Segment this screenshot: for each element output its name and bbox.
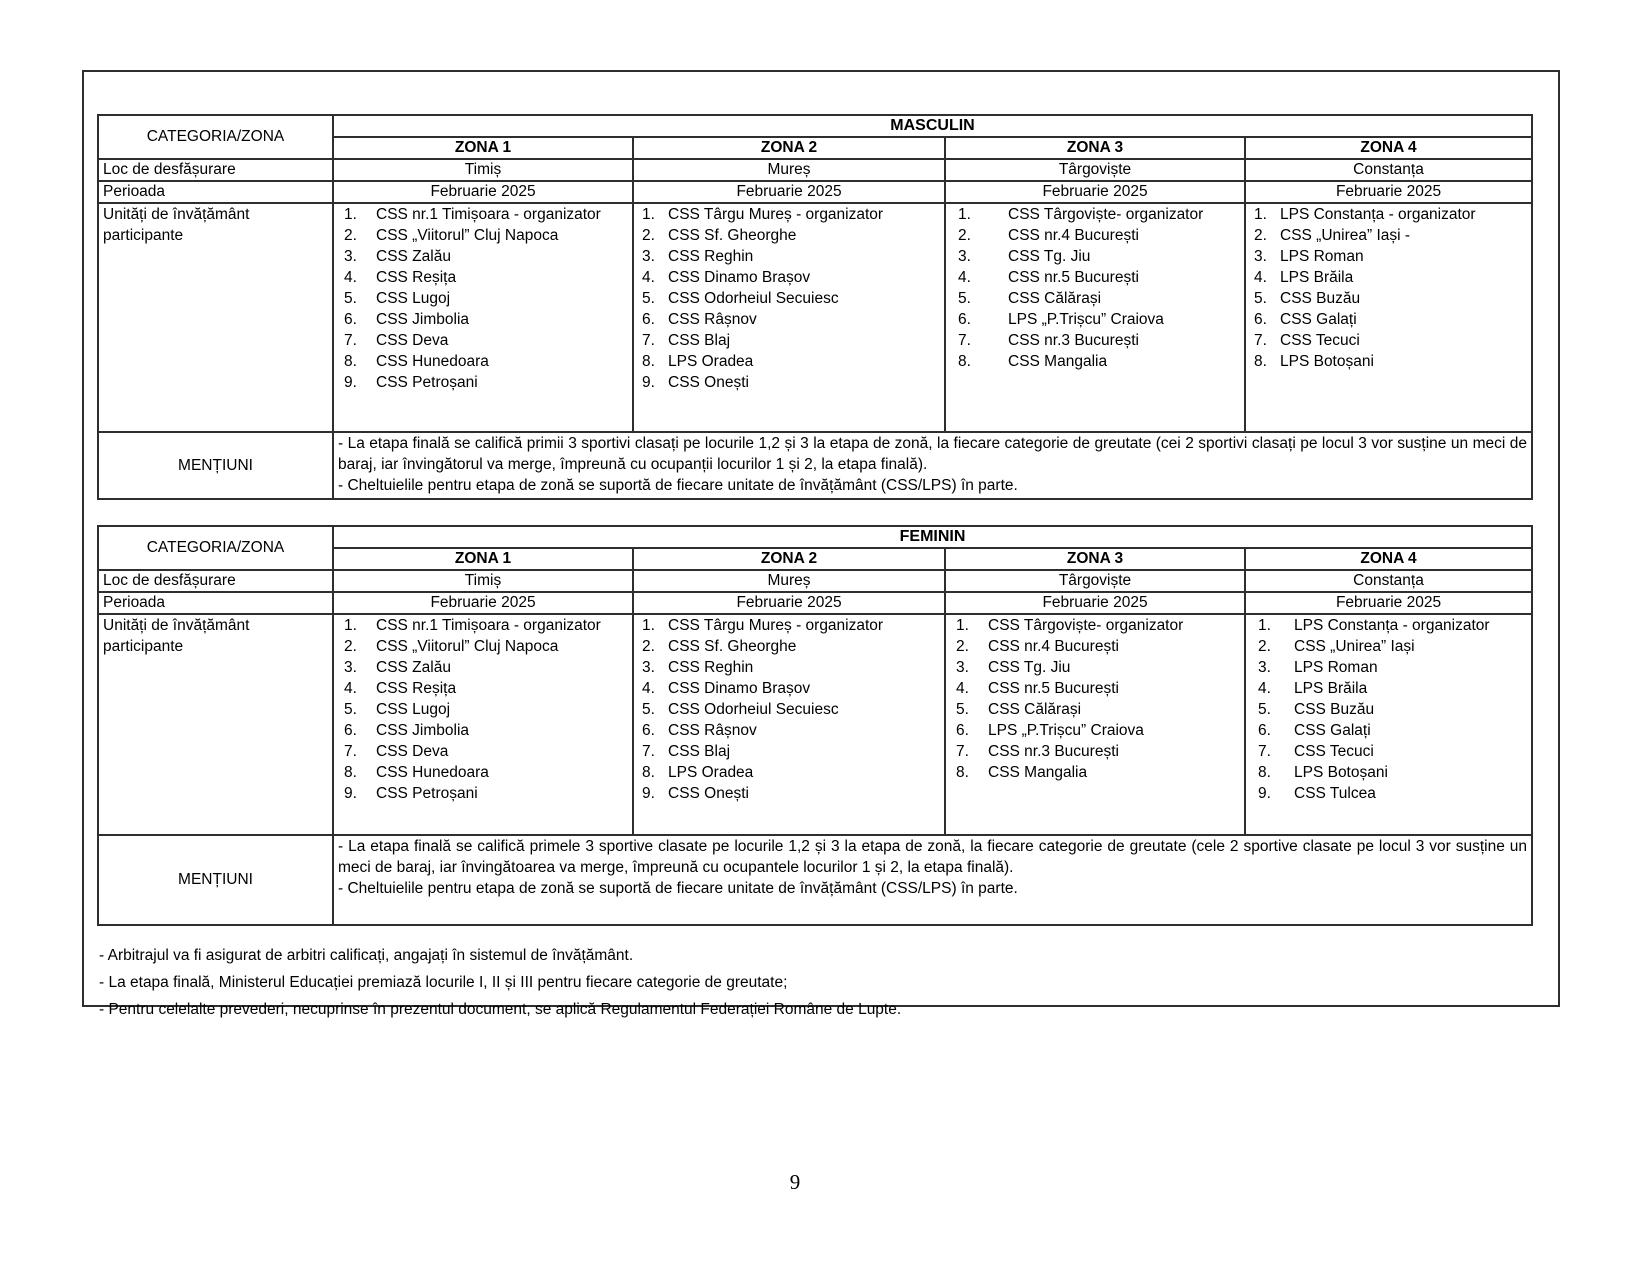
school-item: CSS Odorheiul Secuiesc: [668, 290, 839, 307]
school-item: CSS Odorheiul Secuiesc: [668, 701, 839, 718]
school-item: CSS Jimbolia: [376, 311, 470, 328]
school-item: LPS Botoșani: [1280, 353, 1374, 370]
school-item: CSS nr.3 București: [988, 743, 1119, 760]
school-item: CSS nr.5 București: [988, 680, 1119, 697]
school-item: CSS Târgoviște- organizator: [988, 617, 1184, 634]
mention-paragraph: - La etapa finală se califică primele 3 sportive clasate pe locurile 1,2 și 3 la etapa de zonă, la fiecare categorie de greutate (cele 2 sportive clasate pe locul 3 vor susține un meci de baraj, iar învingătoarea va merge, împreună cu ocupantele locurilor 1 și 2, la etapa finală).: [338, 838, 1528, 876]
school-item: LPS Roman: [1294, 659, 1378, 676]
school-item: LPS Oradea: [668, 764, 754, 781]
school-item: LPS „P.Trișcu” Craiova: [1008, 311, 1164, 328]
school-item: CSS Onești: [668, 785, 749, 802]
school-item: LPS Constanța - organizator: [1294, 617, 1490, 634]
zone-header-cell: ZONA 2: [633, 548, 945, 570]
page-number: 9: [789, 1170, 801, 1194]
schools-list: [1250, 615, 1527, 804]
category-zone-header-cell: CATEGORIA/ZONA: [98, 115, 333, 159]
school-item: CSS nr.1 Timișoara - organizator: [376, 617, 601, 634]
school-item: CSS Deva: [376, 743, 449, 760]
school-item: CSS Târgu Mureș - organizator: [668, 206, 884, 223]
schools-cell: [333, 203, 633, 432]
units-row-label: Unități de învățământ participante: [98, 203, 333, 432]
school-item: CSS Galați: [1280, 311, 1357, 328]
school-item: CSS Călărași: [1008, 290, 1102, 307]
zone-header-cell: ZONA 3: [945, 137, 1245, 159]
location-row-label: Loc de desfășurare: [98, 159, 333, 181]
gender-header-cell: MASCULIN: [333, 115, 1532, 137]
school-item: CSS Hunedoara: [376, 353, 489, 370]
school-item: CSS Reghin: [668, 659, 754, 676]
location-cell: Mureș: [633, 570, 945, 592]
school-item: CSS Tecuci: [1294, 743, 1374, 760]
table-gap: [97, 500, 1531, 525]
table-row: [98, 181, 1532, 203]
school-item: CSS Buzău: [1280, 290, 1361, 307]
mention-paragraph: - Cheltuielile pentru etapa de zonă se suportă de fiecare unitate de învățământ (CSS/LPS) în parte.: [338, 880, 1018, 897]
mentions-cell: [333, 432, 1532, 499]
schools-list: [950, 615, 1240, 783]
period-cell: Februarie 2025: [1245, 592, 1532, 614]
period-cell: Februarie 2025: [945, 181, 1245, 203]
location-row-label: Loc de desfășurare: [98, 570, 333, 592]
school-item: CSS Petroșani: [376, 374, 478, 391]
table-row: [98, 835, 1532, 925]
school-item: CSS Tg. Jiu: [1008, 248, 1091, 265]
location-cell: Constanța: [1245, 570, 1532, 592]
footnotes: [97, 942, 1531, 1023]
zone-header-cell: ZONA 1: [333, 548, 633, 570]
table-row: [98, 159, 1532, 181]
period-cell: Februarie 2025: [1245, 181, 1532, 203]
period-cell: Februarie 2025: [945, 592, 1245, 614]
period-cell: Februarie 2025: [633, 181, 945, 203]
table-row: [98, 614, 1532, 835]
school-item: CSS Dinamo Brașov: [668, 680, 811, 697]
location-cell: Timiș: [333, 570, 633, 592]
page-frame: [82, 70, 1560, 1018]
school-item: CSS Mangalia: [988, 764, 1088, 781]
school-item: CSS „Viitorul” Cluj Napoca: [376, 638, 559, 655]
school-item: CSS Onești: [668, 374, 749, 391]
zone-header-cell: ZONA 2: [633, 137, 945, 159]
school-item: LPS Brăila: [1280, 269, 1354, 286]
zone-header-cell: ZONA 4: [1245, 137, 1532, 159]
school-item: CSS nr.4 București: [1008, 227, 1139, 244]
school-item: LPS Constanța - organizator: [1280, 206, 1476, 223]
location-cell: Târgoviște: [945, 159, 1245, 181]
schools-cell: [1245, 614, 1532, 835]
school-item: CSS nr.3 București: [1008, 332, 1139, 349]
table-row: [98, 432, 1532, 499]
gender-header-cell: FEMININ: [333, 526, 1532, 548]
schools-cell: [1245, 203, 1532, 432]
mentions-row-label: MENȚIUNI: [98, 835, 333, 925]
schools-cell: [633, 203, 945, 432]
page-content: [97, 114, 1531, 1023]
schools-list: [638, 615, 940, 804]
zone-header-cell: ZONA 4: [1245, 548, 1532, 570]
school-item: CSS „Unirea” Iași: [1294, 638, 1415, 655]
school-item: CSS Târgu Mureș - organizator: [668, 617, 884, 634]
footnote: - Arbitrajul va fi asigurat de arbitri calificați, angajați în sistemul de învățământ.: [99, 947, 634, 964]
schools-cell: [333, 614, 633, 835]
school-item: CSS nr.1 Timișoara - organizator: [376, 206, 601, 223]
school-item: CSS Călărași: [988, 701, 1082, 718]
schools-cell: [945, 203, 1245, 432]
school-item: LPS „P.Trișcu” Craiova: [988, 722, 1144, 739]
school-item: CSS „Viitorul” Cluj Napoca: [376, 227, 559, 244]
schools-list: [638, 204, 940, 393]
school-item: CSS Reghin: [668, 248, 754, 265]
school-item: LPS Botoșani: [1294, 764, 1388, 781]
school-item: CSS Sf. Gheorghe: [668, 638, 797, 655]
school-item: CSS Lugoj: [376, 290, 451, 307]
school-item: CSS Reșița: [376, 269, 457, 286]
schools-list: [1250, 204, 1527, 372]
school-item: CSS nr.5 București: [1008, 269, 1139, 286]
school-item: CSS Zalău: [376, 248, 451, 265]
zone-header-cell: ZONA 1: [333, 137, 633, 159]
school-item: CSS Galați: [1294, 722, 1371, 739]
period-cell: Februarie 2025: [333, 592, 633, 614]
mentions-cell: [333, 835, 1532, 925]
location-cell: Târgoviște: [945, 570, 1245, 592]
school-item: CSS Sf. Gheorghe: [668, 227, 797, 244]
school-item: CSS Deva: [376, 332, 449, 349]
school-item: CSS Buzău: [1294, 701, 1375, 718]
footnote: - La etapa finală, Ministerul Educației premiază locurile I, II și III pentru fiecare categorie de greutate;: [99, 974, 788, 991]
period-cell: Februarie 2025: [333, 181, 633, 203]
mention-paragraph: - Cheltuielile pentru etapa de zonă se suportă de fiecare unitate de învățământ (CSS/LPS) în parte.: [338, 477, 1018, 494]
school-item: LPS Oradea: [668, 353, 754, 370]
school-item: LPS Roman: [1280, 248, 1364, 265]
mention-paragraph: - La etapa finală se califică primii 3 sportivi clasați pe locurile 1,2 și 3 la etapa de zonă, la fiecare categorie de greutate (cei 2 sportivi clasați pe locul 3 vor susține un meci de baraj, iar învingătorul va merge, împreună cu ocupanții locurilor 1 și 2, la etapa finală).: [338, 435, 1527, 473]
mentions-row-label: MENȚIUNI: [98, 432, 333, 499]
footnote: - Pentru celelalte prevederi, necuprinse în prezentul document, se aplică Regulamentul Federației Române de Lupte.: [99, 1001, 902, 1018]
schools-list: [950, 204, 1240, 372]
school-item: CSS Hunedoara: [376, 764, 489, 781]
school-item: CSS Tecuci: [1280, 332, 1360, 349]
school-item: CSS Petroșani: [376, 785, 478, 802]
table-row: [98, 570, 1532, 592]
school-item: CSS Tg. Jiu: [988, 659, 1071, 676]
masculin-table: [97, 114, 1533, 500]
table-row: [98, 592, 1532, 614]
school-item: CSS Lugoj: [376, 701, 451, 718]
schools-cell: [945, 614, 1245, 835]
location-cell: Constanța: [1245, 159, 1532, 181]
location-cell: Timiș: [333, 159, 633, 181]
school-item: CSS Râșnov: [668, 311, 757, 328]
school-item: CSS Râșnov: [668, 722, 757, 739]
school-item: CSS „Unirea” Iași -: [1280, 227, 1411, 244]
schools-list: [338, 615, 628, 804]
category-zone-header-cell: CATEGORIA/ZONA: [98, 526, 333, 570]
table-row: [98, 526, 1532, 548]
units-row-label: Unități de învățământ participante: [98, 614, 333, 835]
school-item: CSS Blaj: [668, 743, 731, 760]
period-row-label: Perioada: [98, 181, 333, 203]
school-item: CSS Dinamo Brașov: [668, 269, 811, 286]
table-row: [98, 115, 1532, 137]
school-item: CSS Blaj: [668, 332, 731, 349]
school-item: CSS Reșița: [376, 680, 457, 697]
school-item: CSS Zalău: [376, 659, 451, 676]
schools-list: [338, 204, 628, 393]
school-item: CSS nr.4 București: [988, 638, 1119, 655]
location-cell: Mureș: [633, 159, 945, 181]
schools-cell: [633, 614, 945, 835]
school-item: CSS Tulcea: [1294, 785, 1376, 802]
school-item: LPS Brăila: [1294, 680, 1368, 697]
period-cell: Februarie 2025: [633, 592, 945, 614]
feminin-table: [97, 525, 1533, 926]
table-row: [98, 203, 1532, 432]
zone-header-cell: ZONA 3: [945, 548, 1245, 570]
school-item: CSS Mangalia: [1008, 353, 1108, 370]
period-row-label: Perioada: [98, 592, 333, 614]
school-item: CSS Jimbolia: [376, 722, 470, 739]
school-item: CSS Târgoviște- organizator: [1008, 206, 1204, 223]
